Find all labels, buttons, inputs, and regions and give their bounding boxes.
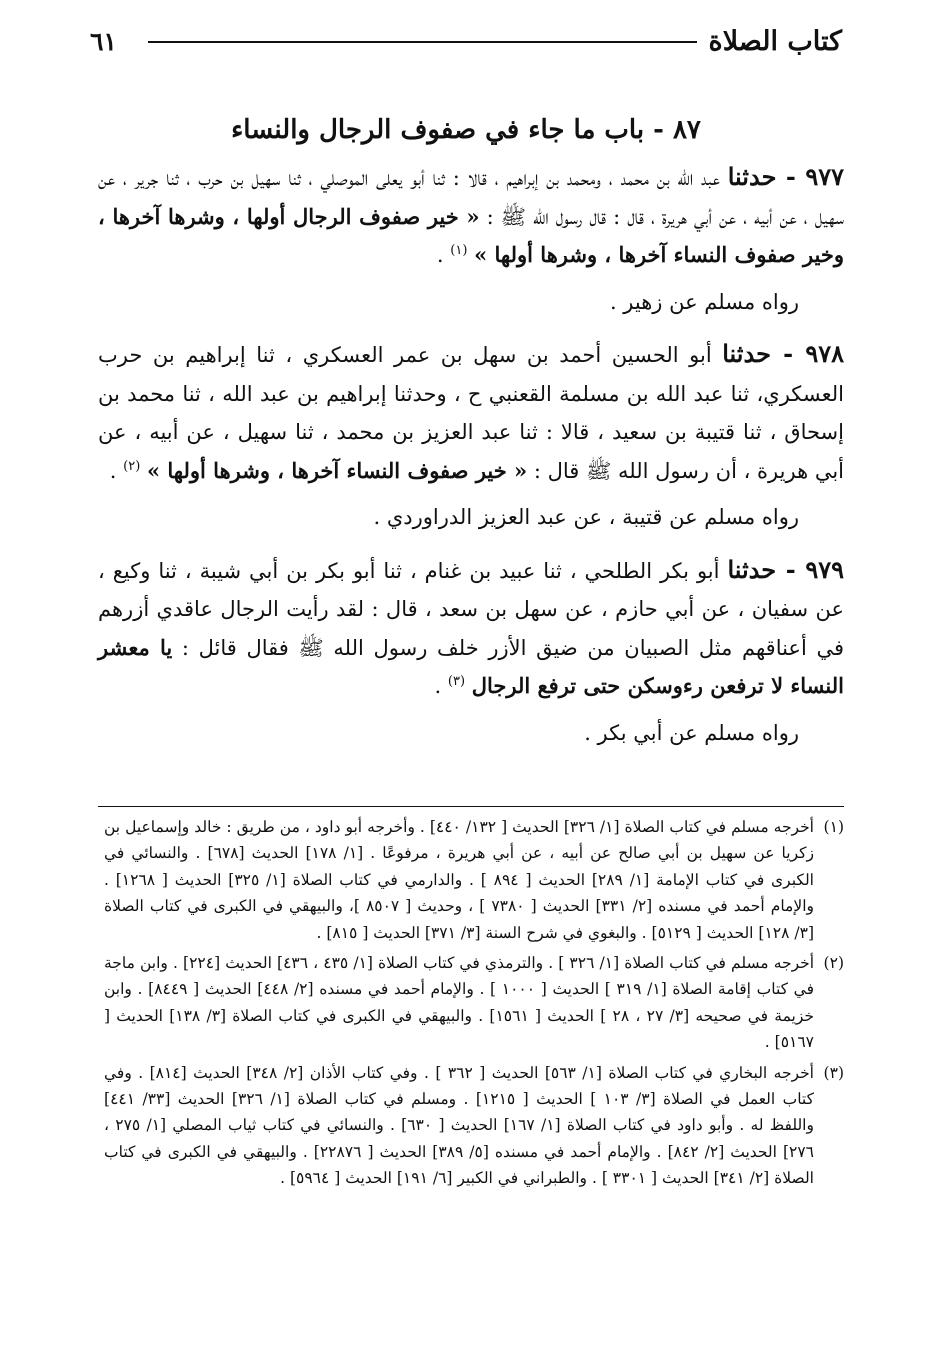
footnote-ref: (١) [450,243,468,258]
hadith-979 [98,551,844,706]
footnote-number: (٢) [823,954,844,973]
chapter-heading: ٨٧ - باب ما جاء في صفوف الرجال والنساء [231,115,701,145]
footnote-separator [98,806,844,807]
hadith-ending: . [436,243,451,267]
footnote-text: أخرجه مسلم في كتاب الصلاة [١/ ٣٢٦] الحديث [ ١٣٢/ ٤٤٠] . وأخرجه أبو داود ، من طريق : خالد وإسماعيل بن زكريا عن سهيل بن أبي صالح عن أبيه ، عن أبي هريرة ، مرفوعًا . [١/ ١٧٨] الحديث [٦٧٨] . والنسائي في الكبرى في كتاب الإمامة [١/ ٢٨٩] الحديث [ ٨٩٤ ] . والدارمي في كتاب الصلاة [١/ ٣٢٥] الحديث [ ١٢٦٨] . والإمام أحمد في مسنده [٢/ ٣٣١] الحديث [ ٧٣٨٠ ] ، وحديث [ ٨٥٠٧ ]، والبيهقي في الكبرى في كتاب الصلاة [٣/ ١٢٨] الحديث [ ٥١٢٩] . والبغوي في شرح السنة [٣/ ٣٧١] الحديث [ ٨١٥] . [104,818,814,942]
hadith-977 [98,158,844,275]
footnote-text: أخرجه مسلم في كتاب الصلاة [١/ ٣٢٦ ] . والترمذي في كتاب الصلاة [١/ ٤٣٥ ، ٤٣٦] الحديث [٢٢٤] . وابن ماجة في كتاب إقامة الصلاة [١/ ٣١٩ ] الحديث [ ١٠٠٠ ] . والإمام أحمد في مسنده [٢/ ٤٤٨] الحديث [ ٨٤٤٩] . وابن خزيمة في صحيحه [٣/ ٢٧ ، ٢٨ ] الحديث [ ١٥٦١] . والبيهقي في الكبرى في كتاب الصلاة [٣/ ١٣٨] الحديث [ ٥١٦٧] . [104,954,815,1052]
hadith-isnad: أبو الحسين أحمد بن سهل بن عمر العسكري ، ثنا إبراهيم بن حرب العسكري، ثنا عبد الله بن مسلمة القعنبي ح ، وحدثنا إبراهيم بن عبد الله ، ثنا محمد بن إسحاق ، ثنا قتيبة بن سعيد ، قالا : ثنا عبد العزيز بن محمد ، ثنا سهيل ، عن أبيه ، عن أبي هريرة ، أن رسول الله ﷺ قال : [98,343,844,483]
footnote-ref: (٢) [123,458,141,474]
footnote-3 [104,1060,844,1192]
hadith-number: ٩٧٨ [805,339,844,368]
riwaya-note: رواه مسلم عن أبي بكر . [584,720,799,745]
footnotes [104,814,844,1196]
hadith-isnad: أبو بكر الطلحي ، ثنا عبيد بن غنام ، ثنا أبو بكر بن أبي شيبة ، ثنا وكيع ، عن سفيان ، عن أبي حازم ، عن سهل بن سعد ، قال : لقد رأيت الرجال عاقدي أزرهم في أعناقهم مثل الصبيان من ضيق الأزر خلف رسول الله ﷺ فقال قائل : [98,558,844,660]
hadith-number: ٩٧٧ [805,162,844,191]
footnote-number: (١) [823,818,844,836]
haddathana-text: حدثنا [727,554,777,584]
hadith-ending: . [109,458,124,483]
running-header [90,22,842,62]
hadith-978 [98,335,844,490]
haddathana-word: - حدثنا [722,339,806,368]
riwaya-note: رواه مسلم عن قتيبة ، عن عبد العزيز الدراوردي . [373,505,799,529]
footnote-2 [104,950,844,1056]
book-title: كتاب الصلاة [708,26,842,57]
footnote-ref: (٣) [447,674,466,689]
haddathana-text: حدثنا [727,162,777,191]
page-number: ٦١ [90,27,117,56]
riwaya-note: رواه مسلم عن زهير . [609,289,799,314]
haddathana-word: - حدثنا [727,162,806,191]
hadith-number: ٩٧٩ [805,554,844,584]
hadith-ending: . [434,674,448,698]
footnote-1 [104,814,844,946]
hadith-matn: « خير صفوف النساء آخرها ، وشرها أولها » [146,457,528,483]
hadith-body [98,158,844,766]
hadith-isnad: عبد الله بن محمد ، ومحمد بن إبراهيم ، قالا : ثنا أبو يعلى الموصلي ، ثنا سهيل بن حرب ، ثنا جرير ، عن سهيل ، عن أبيه ، عن أبي هريرة ، قال : قال رسول الله ﷺ : [98,166,844,229]
hadith-matn: « خير صفوف الرجال أولها ، وشرها آخرها ، وخير صفوف النساء آخرها ، وشرها أولها » [98,203,844,267]
footnote-number: (٣) [823,1063,844,1082]
header-rule [148,41,697,43]
haddathana-word: - حدثنا [727,554,806,584]
haddathana-text: حدثنا [722,339,771,368]
footnote-text: أخرجه البخاري في كتاب الصلاة [١/ ٥٦٣] الحديث [ ٣٦٢ ] . وفي كتاب الأذان [٢/ ٣٤٨] الحديث [٨١٤] . وفي كتاب العمل في الصلاة [٣/ ١٠٣ ] الحديث [ ١٢١٥] . ومسلم في كتاب الصلاة [١/ ٣٢٦] الحديث [٣٣/ ٤٤١] واللفظ له . وأبو داود في كتاب الصلاة [١/ ١٦٧] الحديث [ ٦٣٠] . والنسائي في كتاب ثياب المصلي [١/ ٢٧٥ ، ٢٧٦] الحديث [٢/ ٨٤٢] . والإمام أحمد في مسنده [٥/ ٣٨٩] الحديث [ ٢٢٨٧٦] . والبيهقي في الكبرى في كتاب الصلاة [٢/ ٣٤١] الحديث [ ٣٣٠١ ] . والطبراني في الكبير [٦/ ١٩١] الحديث [ ٥٩٦٤] . [104,1063,815,1188]
hadith-matn: يا معشر النساء لا ترفعن رءوسكن حتى ترفع الرجال [98,634,844,698]
